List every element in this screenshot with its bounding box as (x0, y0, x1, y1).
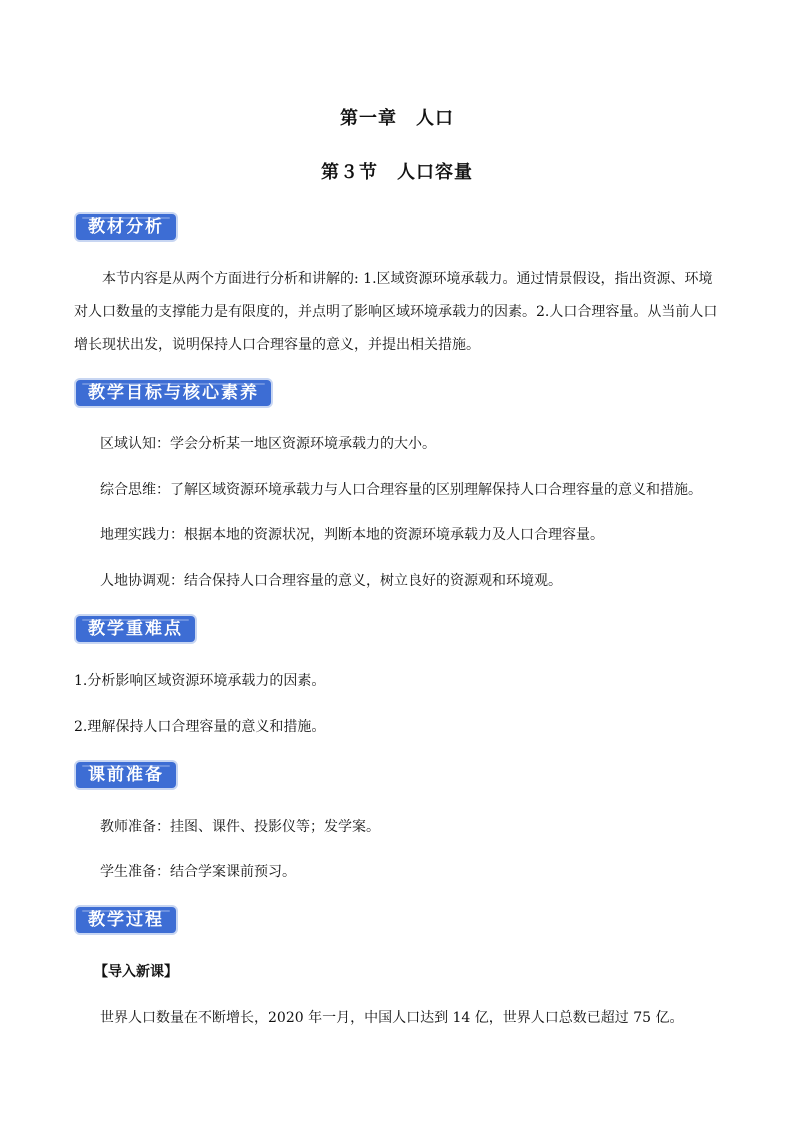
preparation-item: 学生准备：结合学案课前预习。 (100, 864, 296, 880)
key-point-item: 2.理解保持人口合理容量的意义和措施。 (74, 719, 326, 735)
goal-item: 人地协调观：结合保持人口合理容量的意义，树立良好的资源观和环境观。 (100, 573, 562, 589)
heading-process: 教学过程 (76, 907, 176, 933)
goal-item: 综合思维：了解区域资源环境承载力与人口合理容量的区别理解保持人口合理容量的意义和措施。 (100, 482, 702, 498)
goal-item: 区域认知：学会分析某一地区资源环境承载力的大小。 (100, 436, 436, 452)
preparation-item: 教师准备：挂图、课件、投影仪等；发学案。 (100, 819, 380, 835)
heading-preparation: 课前准备 (76, 762, 176, 788)
heading-analysis: 教材分析 (76, 214, 176, 240)
chapter-title: 第一章 人口 (340, 108, 454, 129)
process-text: 世界人口数量在不断增长，2020 年一月，中国人口达到 14 亿，世界人口总数已超过 75 亿。 (100, 1010, 684, 1026)
process-subheading: 【导入新课】 (94, 964, 178, 980)
heading-key-points: 教学重难点 (76, 616, 195, 642)
analysis-text: 本节内容是从两个方面进行分析和讲解的: 1.区域资源环境承载力。通过情景假设，指出资源、环境对人口数量的支撑能力是有限度的，并点明了影响区域环境承载力的因素。2.人口合理容量。从当前人口增长现状出发，说明保持人口合理容量的意义，并提出相关措施。 (74, 271, 718, 353)
goal-item: 地理实践力：根据本地的资源状况，判断本地的资源环境承载力及人口合理容量。 (100, 527, 604, 543)
section-title: 第３节 人口容量 (321, 162, 473, 183)
heading-goals: 教学目标与核心素养 (76, 380, 271, 406)
key-point-item: 1.分析影响区域资源环境承载力的因素。 (74, 673, 326, 689)
